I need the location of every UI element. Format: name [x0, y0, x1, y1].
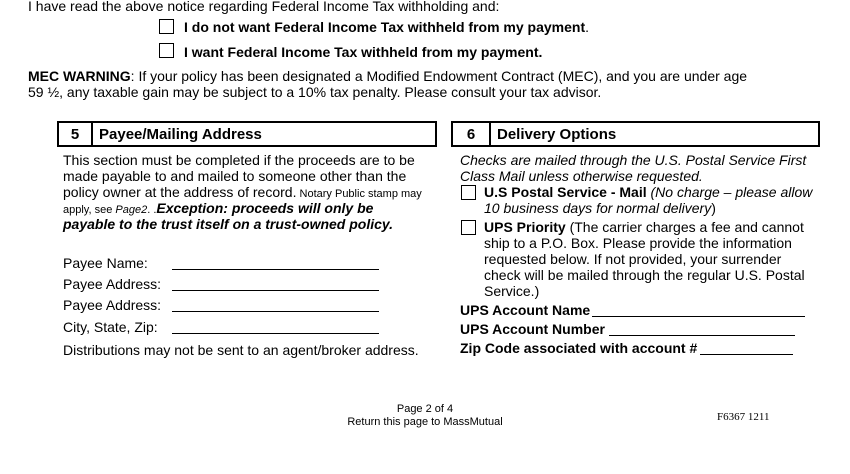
- ups-account-number-field[interactable]: [609, 321, 795, 336]
- distribution-note: Distributions may not be sent to an agent/broker address.: [63, 342, 419, 358]
- section6-number: 6: [453, 123, 491, 145]
- ups-account-name-label: UPS Account Name: [460, 302, 591, 318]
- section5-number: 5: [59, 123, 93, 145]
- usps-mail-checkbox[interactable]: [461, 185, 476, 200]
- ups-priority-label-line3: requested below. If not provided, your surrender: [484, 251, 782, 267]
- section5-para-line4: apply, see Page2. .Exception: proceeds will only be: [63, 200, 374, 216]
- mec-warning-label: MEC WARNING: [28, 68, 131, 84]
- yes-withholding-label: I want Federal Income Tax withheld from my payment.: [184, 44, 543, 60]
- mec-warning-line1: MEC WARNING: If your policy has been designated a Modified Endowment Contract (MEC), and you are under age: [28, 68, 748, 84]
- section5-para-line2: made payable to and mailed to someone other than the: [63, 168, 407, 184]
- section5-header: [57, 121, 437, 147]
- payee-name-label: Payee Name:: [63, 255, 148, 271]
- section6-intro-line1: Checks are mailed through the U.S. Postal Service First: [460, 152, 807, 168]
- page-number: Page 2 of 4: [396, 403, 454, 415]
- mec-warning-line2: 59 ½, any taxable gain may be subject to a 10% tax penalty. Please consult your tax advisor.: [28, 84, 602, 100]
- section5-para-line1: This section must be completed if the proceeds are to be: [63, 152, 415, 168]
- payee-address-field-2[interactable]: [172, 296, 379, 312]
- ups-priority-label-line5: Service.): [484, 283, 540, 299]
- section6-intro-line2: Class Mail unless otherwise requested.: [460, 168, 703, 184]
- page-footer: [300, 403, 550, 429]
- ups-priority-label-line2: ship to a P.O. Box. Please provide the information: [484, 235, 792, 251]
- payee-address-label-2: Payee Address:: [63, 297, 162, 313]
- zip-code-label: Zip Code associated with account #: [460, 340, 698, 356]
- ups-priority-label-line1: UPS Priority (The carrier charges a fee and cannot: [484, 219, 804, 235]
- return-instruction: Return this page to MassMutual: [347, 416, 503, 428]
- payee-name-field[interactable]: [172, 254, 379, 270]
- zip-code-field[interactable]: [700, 340, 793, 355]
- ups-priority-label-line4: check will be mailed through the regular U.S. Postal: [484, 267, 805, 283]
- section5-para-line5: payable to the trust itself on a trust-owned policy.: [63, 216, 394, 232]
- usps-mail-label-line2: 10 business days for normal delivery): [484, 200, 716, 216]
- section6-title: Delivery Options: [497, 126, 617, 143]
- ups-priority-checkbox[interactable]: [461, 220, 476, 235]
- section5-para-line3: policy owner at the address of record. Notary Public stamp may: [63, 184, 422, 200]
- ups-account-name-field[interactable]: [592, 302, 805, 317]
- section5-title: Payee/Mailing Address: [99, 126, 262, 143]
- section6-header: [451, 121, 820, 147]
- form-code: F6367 1211: [717, 411, 770, 423]
- usps-mail-label-line1: U.S Postal Service - Mail (No charge – please allow: [484, 184, 813, 200]
- no-withholding-checkbox[interactable]: [159, 19, 174, 34]
- ups-account-number-label: UPS Account Number: [460, 321, 605, 337]
- payee-address-label-1: Payee Address:: [63, 276, 162, 292]
- payee-address-field-1[interactable]: [172, 275, 379, 291]
- city-state-zip-label: City, State, Zip:: [63, 319, 158, 335]
- no-withholding-label: I do not want Federal Income Tax withheld from my payment.: [184, 19, 590, 35]
- city-state-zip-field[interactable]: [172, 318, 379, 334]
- withholding-notice: I have read the above notice regarding Federal Income Tax withholding and:: [28, 0, 500, 14]
- yes-withholding-checkbox[interactable]: [159, 43, 174, 58]
